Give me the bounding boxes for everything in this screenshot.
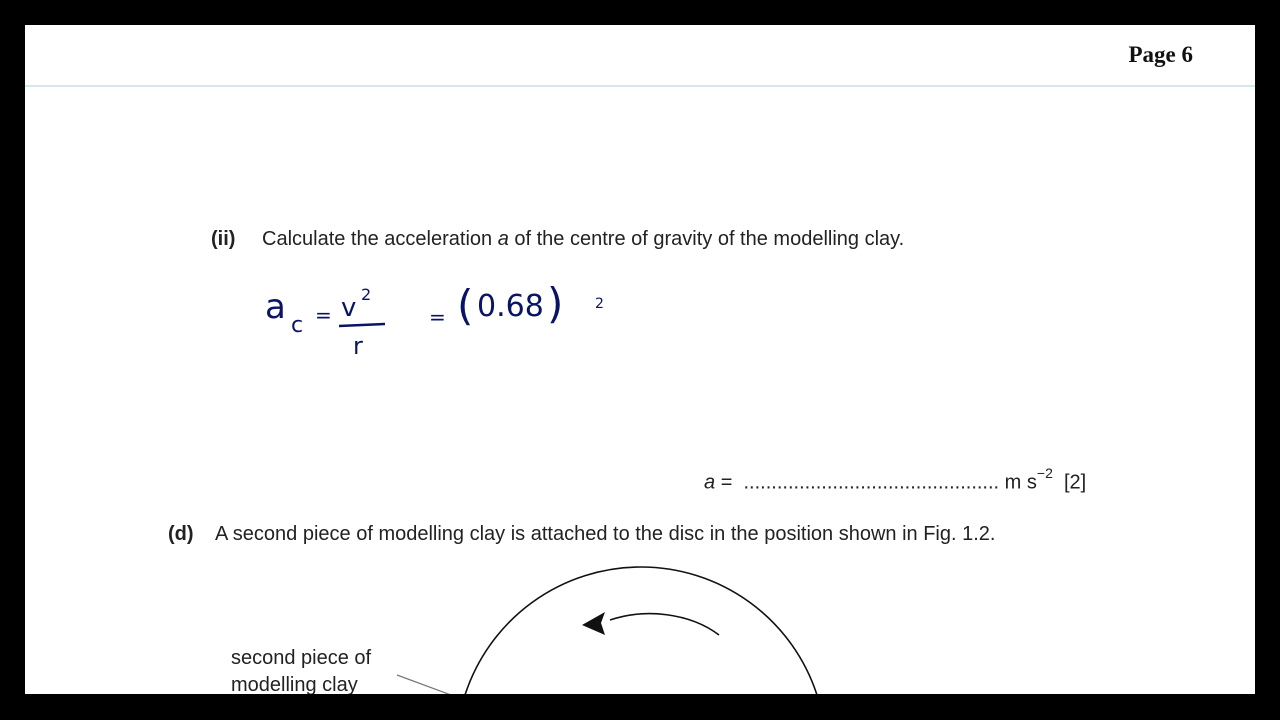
figure-label-line2: modelling clay [231, 674, 358, 694]
question-label-ii: (ii) [211, 228, 236, 250]
hw-denominator: r [353, 332, 363, 360]
question-variable: a [497, 228, 509, 250]
answer-marks: [2] [1063, 471, 1087, 494]
answer-line [704, 465, 1087, 495]
exam-page [25, 25, 1255, 694]
hw-value: 0.68 [477, 289, 544, 324]
page-header [25, 25, 1255, 87]
hw-fraction-bar [339, 324, 385, 326]
question-text-ii [262, 228, 904, 251]
hw-open-paren: ( [457, 281, 474, 330]
handwritten-working [257, 260, 617, 370]
label-pointer-line [397, 675, 451, 694]
disc-diagram [445, 565, 865, 694]
answer-unit-power: −2 [1036, 465, 1053, 481]
label-pointer [395, 670, 455, 694]
rotation-arrow-head-icon [582, 612, 605, 635]
figure-label-line1: second piece of [231, 647, 372, 669]
answer-variable: a [704, 471, 716, 494]
disc-outline [465, 567, 817, 694]
hw-lhs: a [265, 287, 286, 327]
question-label-d: (d) [168, 523, 194, 545]
hw-close-paren: ) [547, 279, 564, 328]
answer-equals: = [720, 471, 733, 494]
question-text-before: Calculate the acceleration [262, 228, 498, 250]
figure-label [231, 645, 371, 694]
hw-equals-2: = [429, 305, 446, 329]
answer-dots: .............................................. [743, 471, 1000, 494]
hw-lhs-subscript: c [291, 313, 304, 338]
hw-numerator: v [341, 293, 357, 323]
page-number: Page 6 [1128, 42, 1193, 67]
hw-value-power: 2 [595, 296, 604, 312]
answer-unit: m s [1004, 471, 1037, 494]
rotation-arrow [610, 614, 719, 635]
question-text-d: A second piece of modelling clay is attached to the disc in the position shown in Fig. 1.2. [215, 523, 996, 545]
hw-numerator-power: 2 [361, 285, 372, 304]
hw-equals-1: = [315, 303, 332, 327]
question-text-after: of the centre of gravity of the modelling clay. [508, 228, 905, 250]
